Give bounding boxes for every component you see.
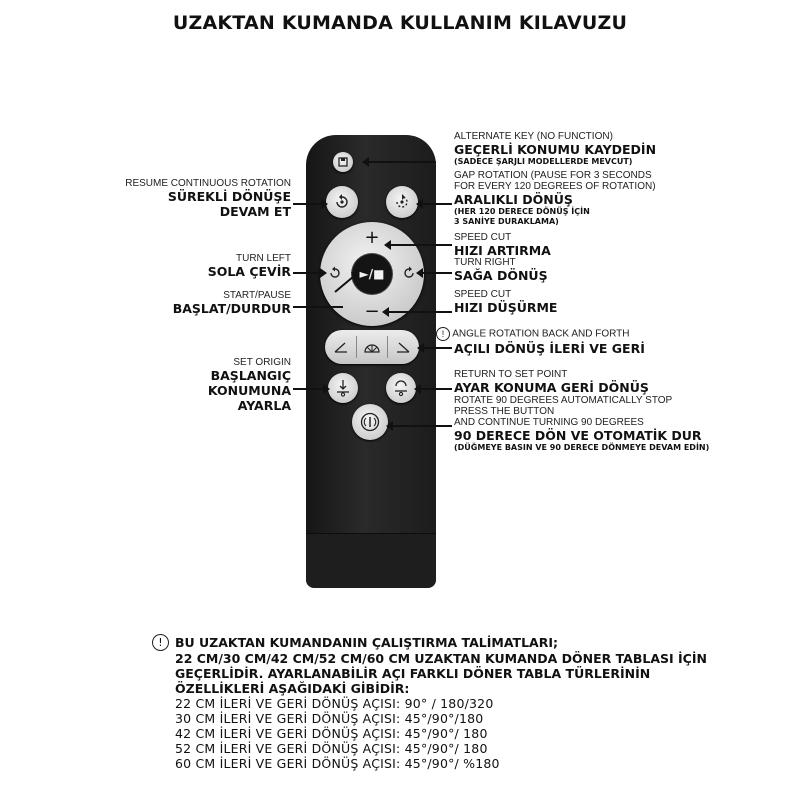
pointer-line bbox=[384, 311, 452, 313]
turn-left-label: TURN LEFT SOLA ÇEVİR bbox=[207, 253, 291, 279]
speed-down-label: SPEED CUT HIZI DÜŞÜRME bbox=[454, 289, 558, 315]
pointer-line bbox=[364, 161, 436, 163]
turn-right-label: TURN RIGHT SAĞA DÖNÜŞ bbox=[454, 257, 548, 283]
angle-right-icon bbox=[395, 340, 411, 354]
spec-line: 52 CM İLERİ VE GERİ DÖNÜŞ AÇISI: 45°/90°/ 180 bbox=[175, 741, 488, 756]
alt-key-label: ALTERNATE KEY (NO FUNCTION) GEÇERLİ KONUMU KAYDEDİN (SADECE ŞARJLI MODELLERDE MEVCUT) bbox=[454, 131, 657, 166]
resume-rotation-button[interactable] bbox=[326, 186, 358, 218]
set-origin-icon bbox=[335, 379, 351, 397]
gap-rotation-button[interactable] bbox=[386, 186, 418, 218]
spec-line: 42 CM İLERİ VE GERİ DÖNÜŞ AÇISI: 45°/90°/ 180 bbox=[175, 726, 488, 741]
page-title: UZAKTAN KUMANDA KULLANIM KILAVUZU bbox=[172, 12, 628, 34]
angle-rotation-bar bbox=[325, 330, 419, 364]
speed-up-button[interactable]: + bbox=[364, 226, 380, 248]
angle-fan-icon bbox=[363, 340, 381, 354]
turn-left-button[interactable] bbox=[324, 262, 346, 284]
return-point-icon bbox=[393, 379, 409, 397]
set-origin-button[interactable] bbox=[328, 373, 358, 403]
angle-center-button[interactable] bbox=[356, 330, 387, 364]
instructions-text: 22 CM/30 CM/42 CM/52 CM/60 CM UZAKTAN KUMANDA DÖNER TABLASI İÇİN bbox=[175, 651, 707, 666]
angle-right-button[interactable] bbox=[387, 330, 418, 364]
instructions-text: GEÇERLİDİR. AYARLANABİLİR AÇI FARKLI DÖNER TABLA TÜRLERİNİN bbox=[175, 666, 651, 681]
pointer-line bbox=[418, 272, 452, 274]
rotate-90-button[interactable] bbox=[352, 404, 388, 440]
start-pause-button[interactable]: ►/■ bbox=[352, 254, 392, 294]
info-icon: ! bbox=[152, 634, 169, 651]
resume-rotation-label: RESUME CONTINUOUS ROTATION SÜREKLİ DÖNÜŞE DEVAM ET bbox=[125, 178, 291, 219]
rotate-90-label: ROTATE 90 DEGREES AUTOMATICALLY STOP PRESS THE BUTTON AND CONTINUE TURNING 90 DEGREES 90 DERECE DÖN VE OTOMATİK DUR (DÜĞMEYE BASIN VE 90 DERECE DÖNMEYE DEVAM EDİN) bbox=[454, 395, 710, 452]
pointer-line bbox=[293, 272, 325, 274]
rotate-resume-icon bbox=[333, 193, 351, 211]
operating-instructions bbox=[152, 634, 752, 771]
return-set-point-label: RETURN TO SET POINT AYAR KONUMA GERİ DÖNÜŞ bbox=[454, 369, 649, 395]
spec-line: 22 CM İLERİ VE GERİ DÖNÜŞ AÇISI: 90° / 180/320 bbox=[175, 696, 494, 711]
speed-up-label: SPEED CUT HIZI ARTIRMA bbox=[454, 232, 551, 258]
instructions-text: ÖZELLİKLERİ AŞAĞIDAKİ GİBİDİR: bbox=[175, 681, 410, 696]
angle-left-button[interactable] bbox=[325, 330, 356, 364]
angle-left-icon bbox=[333, 340, 349, 354]
pointer-line bbox=[418, 203, 452, 205]
spec-line: 30 CM İLERİ VE GERİ DÖNÜŞ AÇISI: 45°/90°/180 bbox=[175, 711, 484, 726]
pointer-line bbox=[386, 244, 452, 246]
pointer-line bbox=[416, 388, 452, 390]
remote-battery-cover bbox=[306, 533, 436, 588]
pointer-line bbox=[293, 388, 328, 390]
pointer-line bbox=[388, 425, 452, 427]
rotate-90-icon bbox=[359, 411, 381, 433]
angle-rotation-label: ! ANGLE ROTATION BACK AND FORTH AÇILI DÖNÜŞ İLERİ VE GERİ bbox=[436, 327, 645, 356]
set-origin-label: SET ORIGIN BAŞLANGIÇ KONUMUNA AYARLA bbox=[207, 357, 291, 413]
save-icon bbox=[338, 157, 348, 167]
pointer-line bbox=[293, 306, 343, 308]
return-set-point-button[interactable] bbox=[386, 373, 416, 403]
rotate-gap-icon bbox=[393, 193, 411, 211]
save-position-button[interactable] bbox=[333, 152, 353, 172]
info-icon: ! bbox=[436, 327, 450, 341]
gap-rotation-label: GAP ROTATION (PAUSE FOR 3 SECONDS FOR EVERY 120 DEGREES OF ROTATION) ARALIKLI DÖNÜŞ (HER 120 DERECE DÖNÜŞ İÇİN 3 SANİYE DURAKLAMA) bbox=[454, 170, 656, 226]
start-pause-label: START/PAUSE BAŞLAT/DURDUR bbox=[172, 290, 291, 316]
speed-down-button[interactable]: − bbox=[364, 300, 380, 322]
pointer-line bbox=[293, 203, 326, 205]
rotate-right-icon bbox=[402, 266, 416, 280]
spec-line: 60 CM İLERİ VE GERİ DÖNÜŞ AÇISI: 45°/90°/ %180 bbox=[175, 756, 500, 771]
instructions-heading: BU UZAKTAN KUMANDANIN ÇALIŞTIRMA TALİMATLARI; bbox=[175, 635, 558, 650]
rotate-left-icon bbox=[328, 266, 342, 280]
